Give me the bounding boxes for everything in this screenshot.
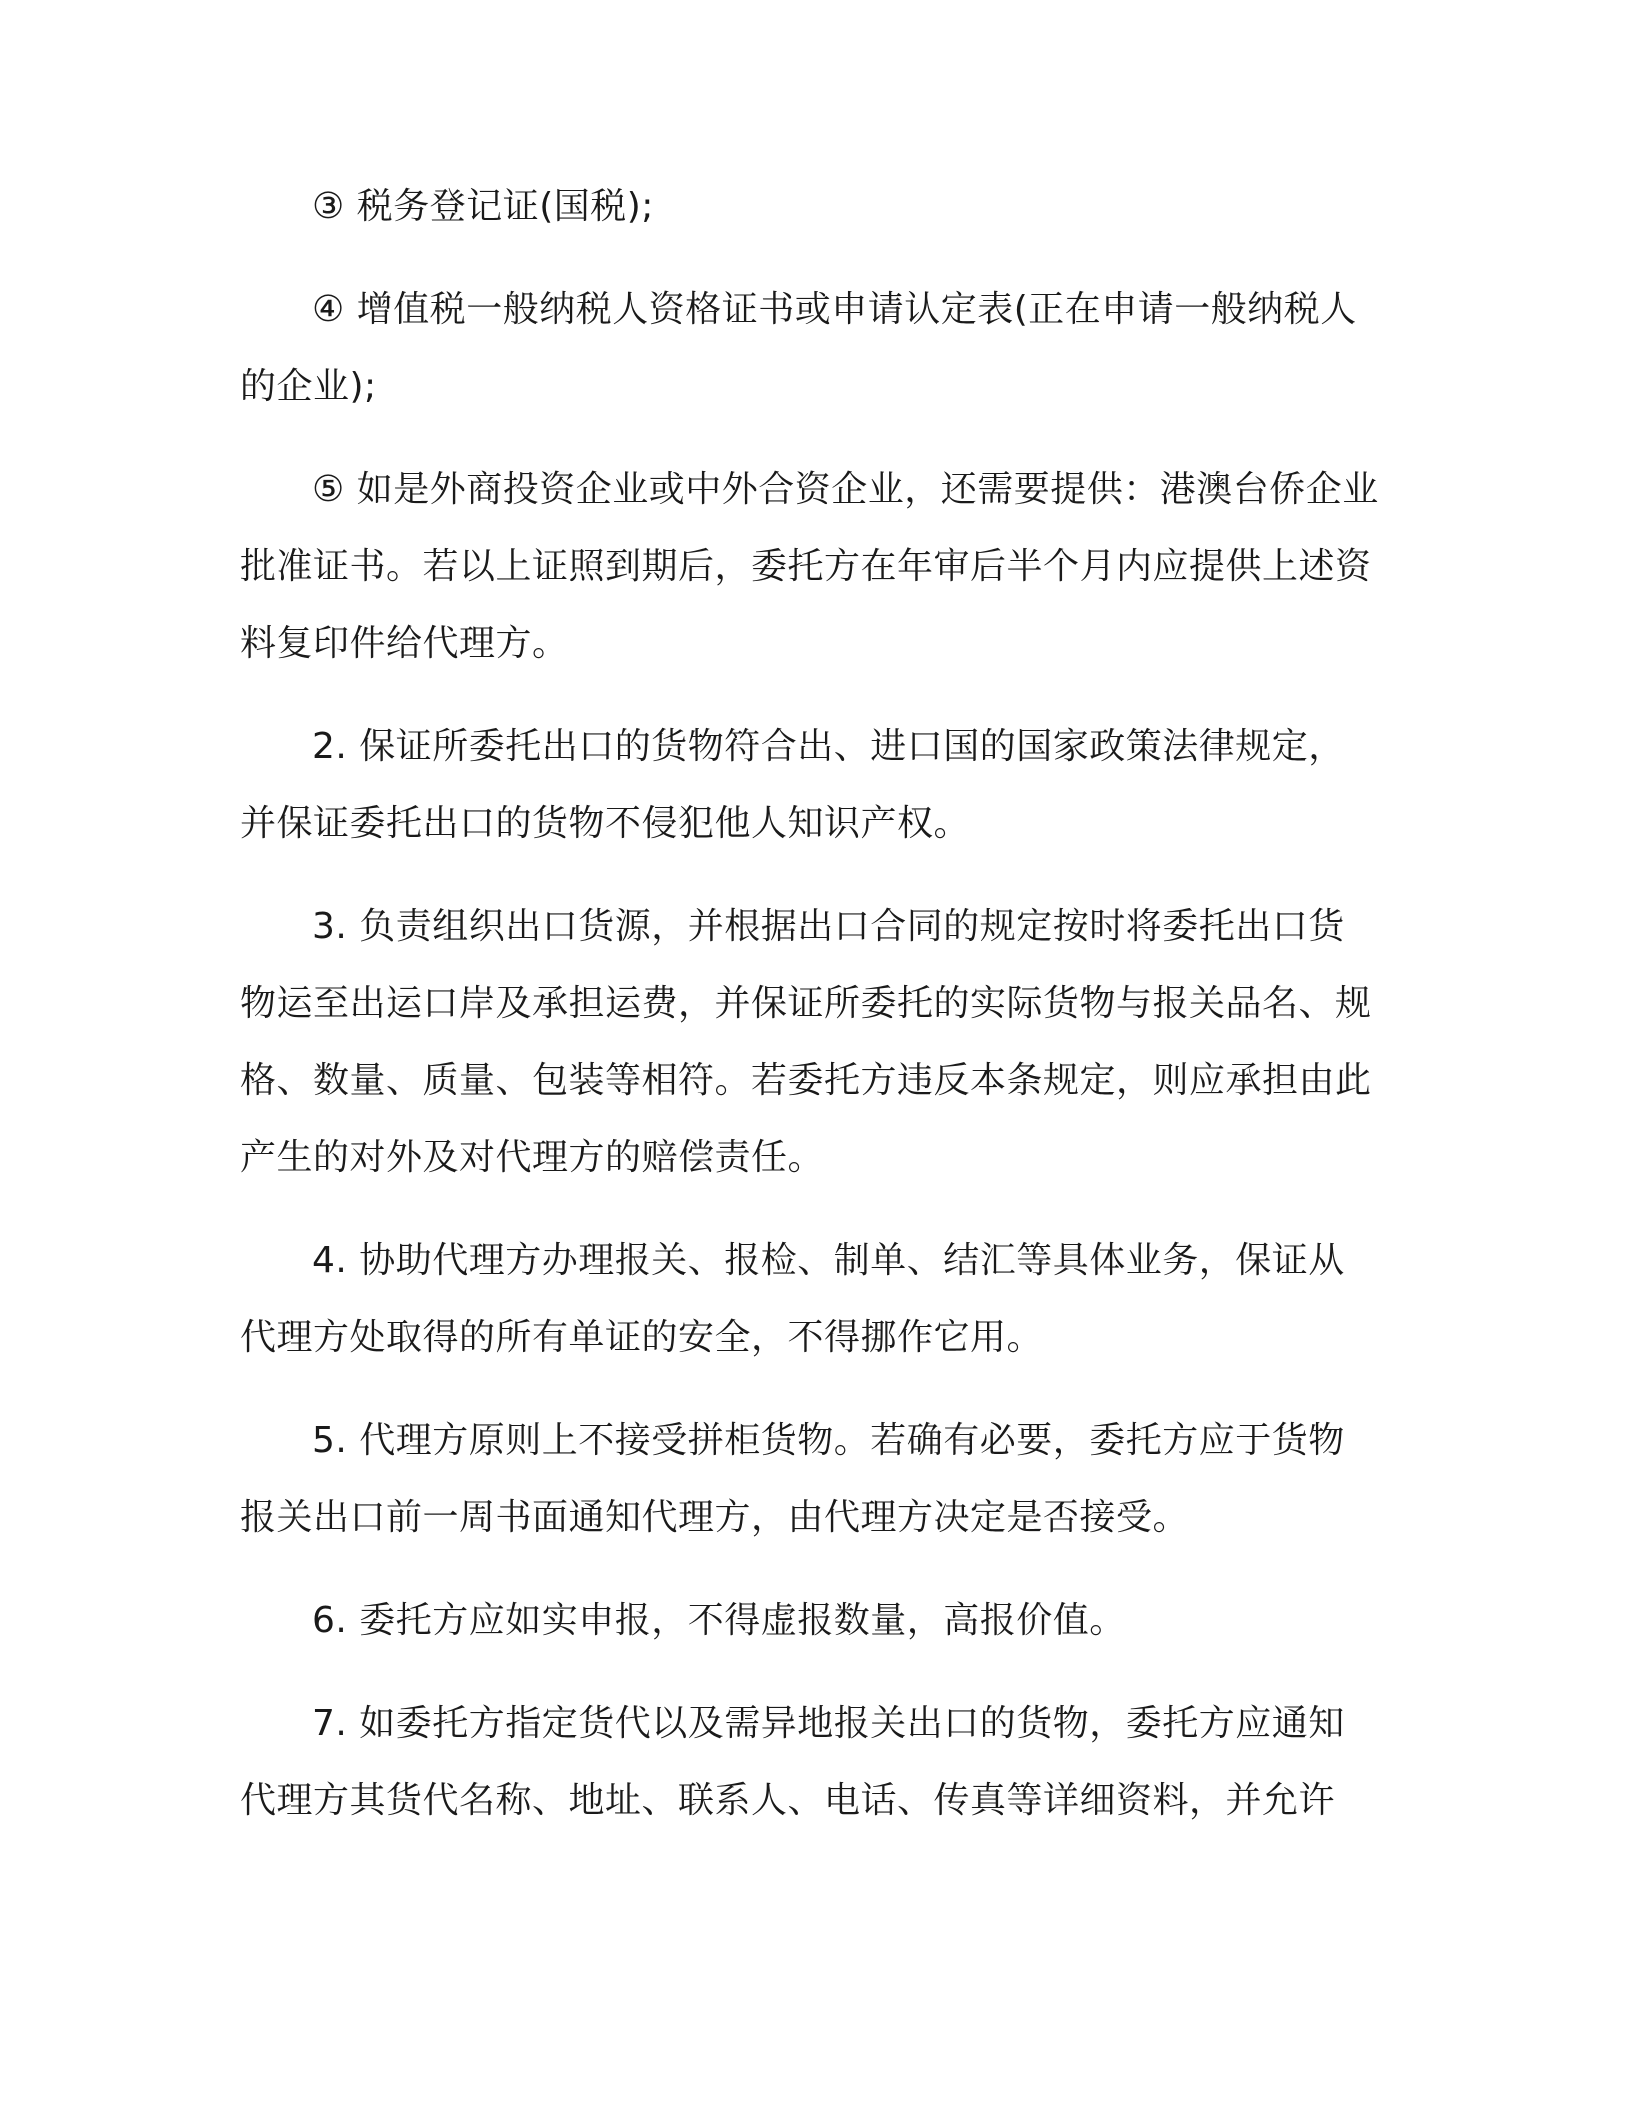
paragraph-tax-registration: ③ 税务登记证(国税); — [312, 186, 654, 227]
paragraph-clause-7: 7. 如委托方指定货代以及需异地报关出口的货物，委托方应通知代理方其货代名称、地址、联系人、电话、传真等详细资料，并允许 — [240, 1703, 1345, 1821]
paragraph-clause-3: 3. 负责组织出口货源，并根据出口合同的规定按时将委托出口货物运至出运口岸及承担运费，并保证所委托的实际货物与报关品名、规格、数量、质量、包装等相符。若委托方违反本条规定，则应承担由此产生的对外及对代理方的赔偿责任。 — [240, 906, 1372, 1178]
paragraph-clause-5: 5. 代理方原则上不接受拼柜货物。若确有必要，委托方应于货物报关出口前一周书面通知代理方，由代理方决定是否接受。 — [240, 1420, 1345, 1538]
paragraph-clause-4: 4. 协助代理方办理报关、报检、制单、结汇等具体业务，保证从代理方处取得的所有单证的安全，不得挪作它用。 — [240, 1240, 1345, 1358]
document-body — [240, 168, 1380, 1865]
paragraph-foreign-investment: ⑤ 如是外商投资企业或中外合资企业，还需要提供：港澳台侨企业批准证书。若以上证照到期后，委托方在年审后半个月内应提供上述资料复印件给代理方。 — [240, 469, 1379, 664]
paragraph-vat-certificate: ④ 增值税一般纳税人资格证书或申请认定表(正在申请一般纳税人的企业); — [240, 289, 1357, 407]
paragraph-clause-2: 2. 保证所委托出口的货物符合出、进口国的国家政策法律规定，并保证委托出口的货物不侵犯他人知识产权。 — [240, 726, 1345, 844]
paragraph-clause-6: 6. 委托方应如实申报，不得虚报数量，高报价值。 — [312, 1600, 1126, 1641]
